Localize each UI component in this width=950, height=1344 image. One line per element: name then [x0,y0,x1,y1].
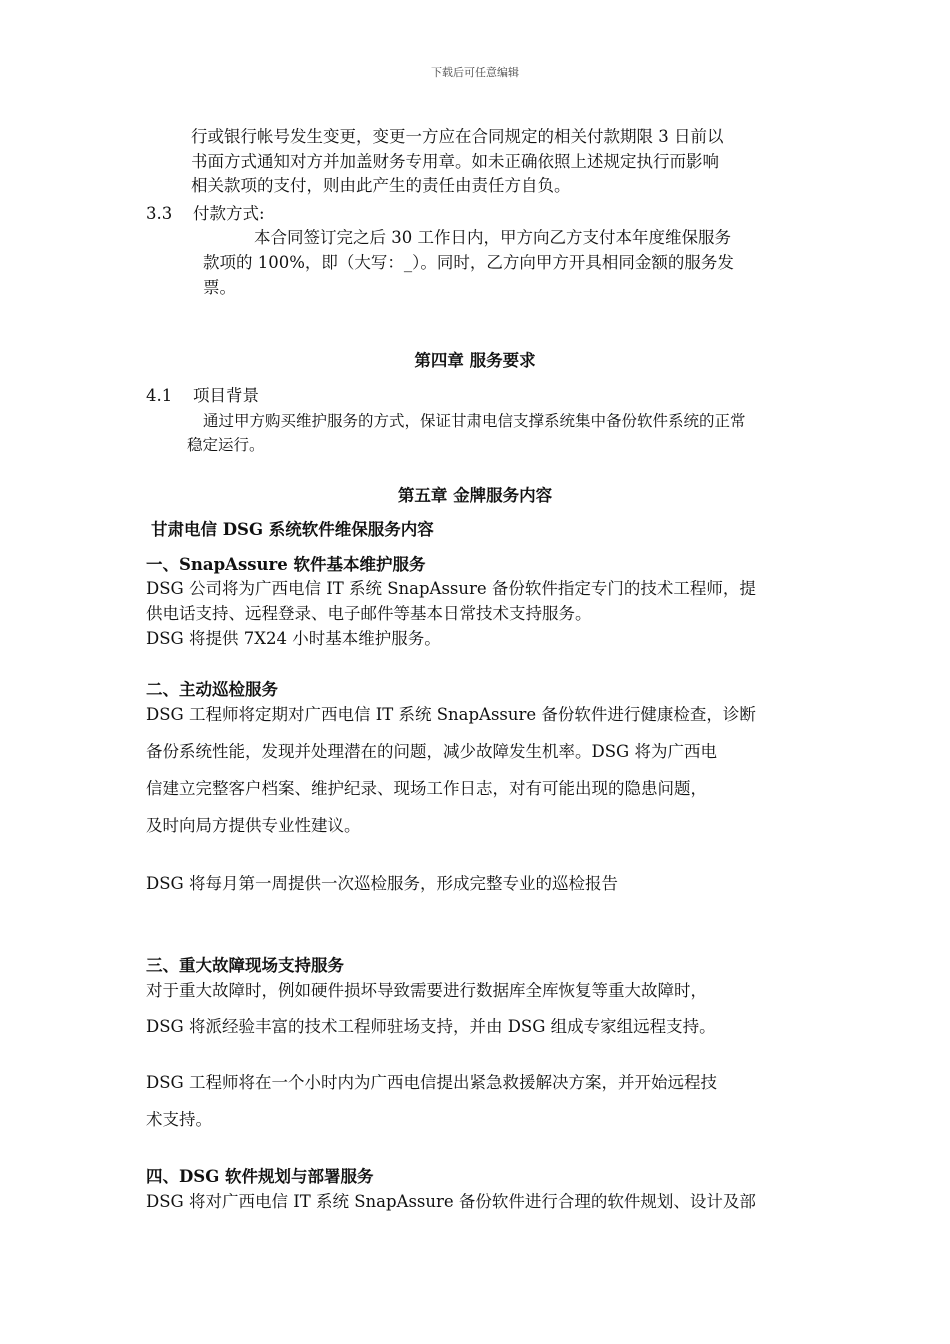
section-3-3-line-1: 本合同签订完之后 30 工作日内，甲方向乙方支付本年度维保服务 [254,228,731,247]
sec1-line-3: DSG 将提供 7X24 小时基本维护服务。 [146,629,441,648]
sec2-line-3: 信建立完整客户档案、维护纪录、现场工作日志，对有可能出现的隐患问题， [146,779,707,798]
page-header-note: 下载后可任意编辑 [431,66,519,79]
chapter-5-subtitle: 甘肃电信 DSG 系统软件维保服务内容 [151,520,434,539]
sec2-line-4: 及时向局方提供专业性建议。 [146,816,361,835]
sec3-line-1: 对于重大故障时，例如硬件损坏导致需要进行数据库全库恢复等重大故障时， [146,981,707,1000]
sec4-line-1: DSG 将对广西电信 IT 系统 SnapAssure 备份软件进行合理的软件规划、设计及部 [146,1192,756,1211]
sec3-line-4: 术支持。 [146,1110,212,1129]
sec3-title: 三、重大故障现场支持服务 [146,956,344,975]
sec2-title: 二、主动巡检服务 [146,680,278,699]
section-4-1-number: 4.1 [146,386,173,405]
payment-para-line-2: 书面方式通知对方并加盖财务专用章。如未正确依照上述规定执行而影响 [191,152,719,171]
sec2-note: DSG 将每月第一周提供一次巡检服务，形成完整专业的巡检报告 [146,874,618,893]
section-3-3-number: 3.3 [146,204,173,223]
sec3-line-3: DSG 工程师将在一个小时内为广西电信提出紧急救援解决方案，并开始远程技 [146,1073,717,1092]
section-4-1-title: 项目背景 [193,386,259,405]
sec2-line-1: DSG 工程师将定期对广西电信 IT 系统 SnapAssure 备份软件进行健康检查，诊断 [146,705,756,724]
payment-para-line-3: 相关款项的支付，则由此产生的责任由责任方自负。 [191,176,571,195]
section-4-1-line-1: 通过甲方购买维护服务的方式，保证甘肃电信支撑系统集中备份软件系统的正常 [203,412,746,430]
payment-para-line-1: 行或银行帐号发生变更，变更一方应在合同规定的相关付款期限 3 日前以 [191,127,724,146]
section-3-3-line-3: 票。 [203,278,236,297]
sec3-line-2: DSG 将派经验丰富的技术工程师驻场支持，并由 DSG 组成专家组远程支持。 [146,1017,716,1036]
chapter-5-title: 第五章 金牌服务内容 [397,486,553,505]
chapter-4-title: 第四章 服务要求 [414,351,536,370]
sec4-title: 四、DSG 软件规划与部署服务 [146,1167,374,1186]
sec1-title: 一、SnapAssure 软件基本维护服务 [146,555,426,574]
sec1-line-1: DSG 公司将为广西电信 IT 系统 SnapAssure 备份软件指定专门的技术工程师，提 [146,579,756,598]
section-3-3-line-2: 款项的 100%，即（大写：_）。同时，乙方向甲方开具相同金额的服务发 [203,253,734,272]
sec2-line-2: 备份系统性能，发现并处理潜在的问题，减少故障发生机率。DSG 将为广西电 [146,742,717,761]
section-3-3-title: 付款方式: [193,204,265,223]
section-4-1-line-2: 稳定运行。 [187,436,265,454]
sec1-line-2: 供电话支持、远程登录、电子邮件等基本日常技术支持服务。 [146,604,592,623]
